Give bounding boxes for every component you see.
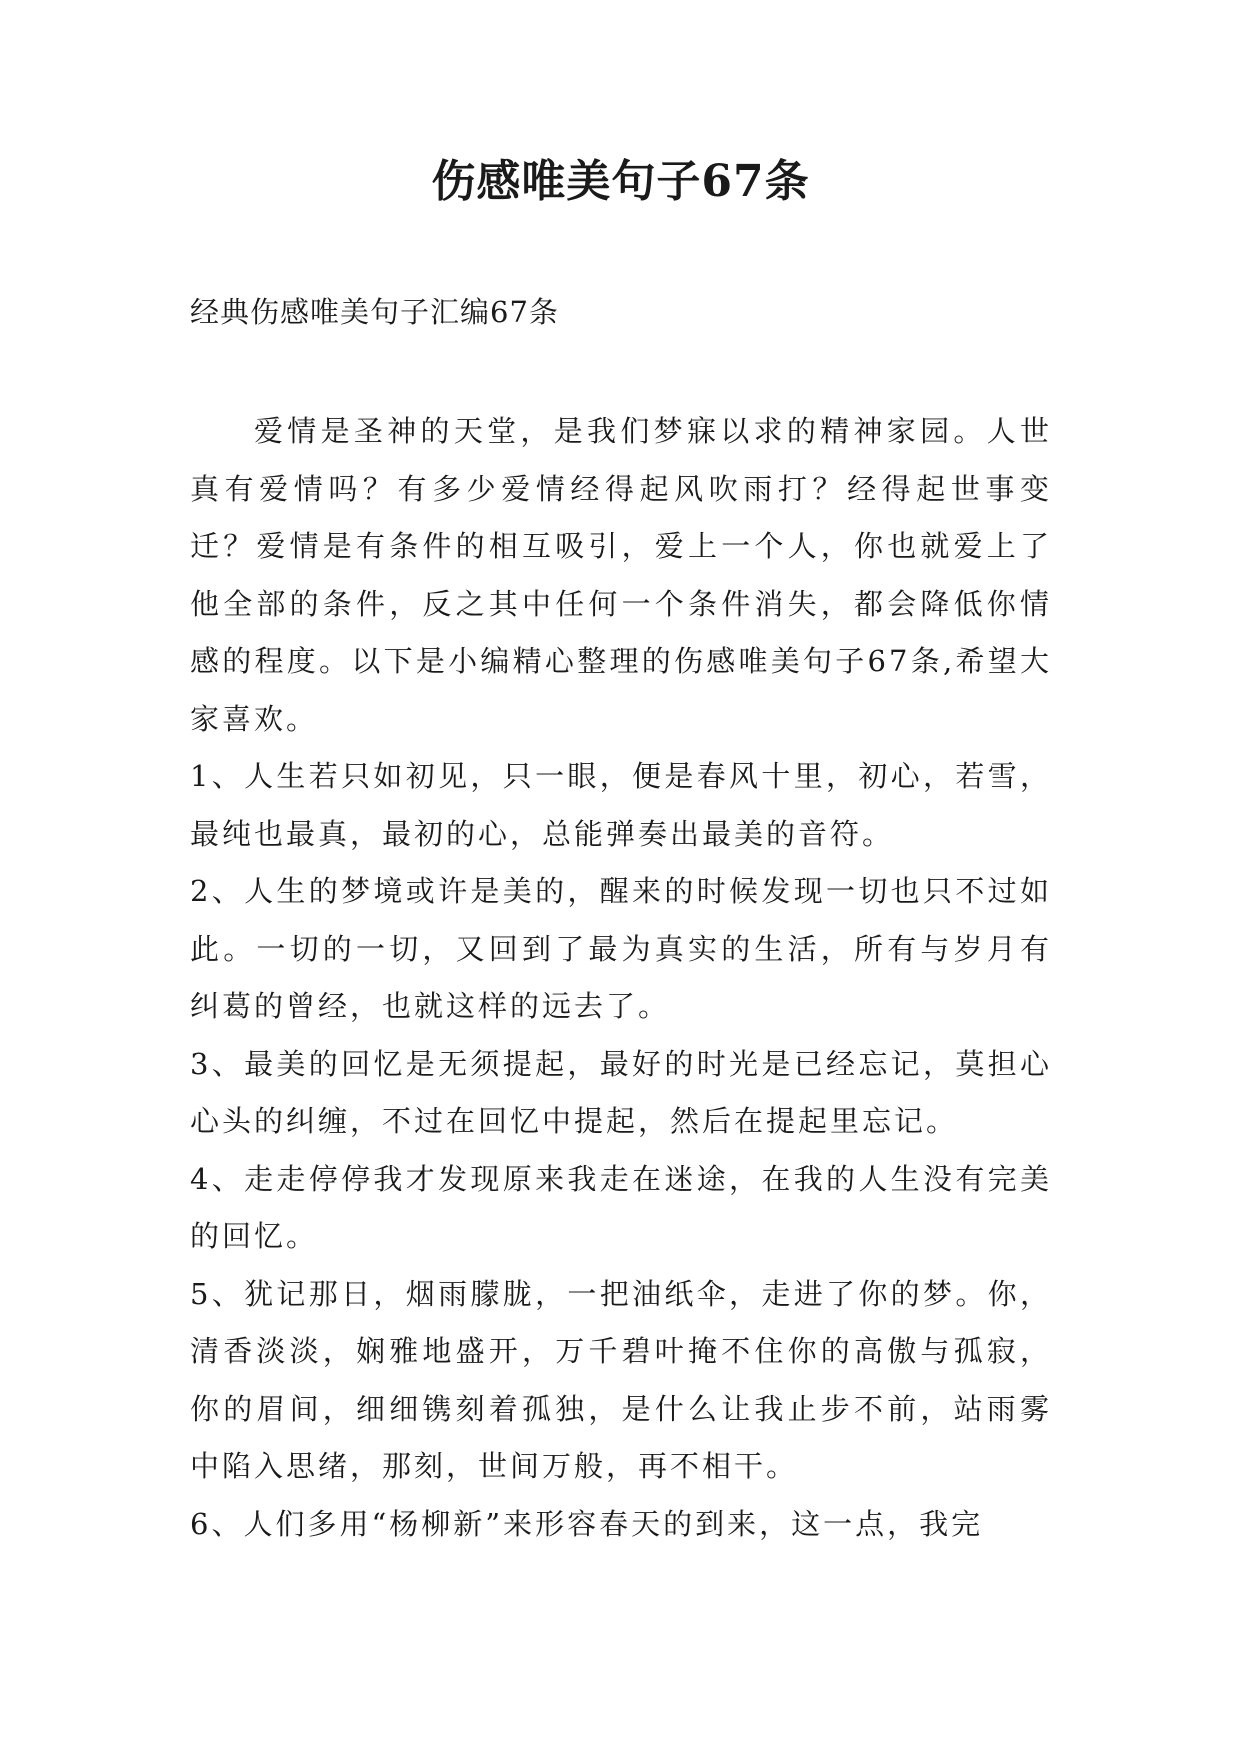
document-title: 伤感唯美句子67条 <box>431 156 810 207</box>
list-item: 5、犹记那日，烟雨朦胧，一把油纸伞，走进了你的梦。你，清香淡淡，娴雅地盛开，万千碧叶掩不住你的高傲与孤寂，你的眉间，细细镌刻着孤独，是什么让我止步不前，站雨雾中陷入思绪，那刻，世间万般，再不相干。 <box>190 1276 1052 1483</box>
document-subtitle: 经典伤感唯美句子汇编67条 <box>190 295 559 329</box>
list-item: 6、人们多用“杨柳新”来形容春天的到来，这一点，我完 <box>190 1506 984 1541</box>
document-body <box>190 403 1052 1553</box>
list-item: 1、人生若只如初见，只一眼，便是春风十里，初心，若雪，最纯也最真，最初的心，总能弹奏出最美的音符。 <box>190 759 1052 851</box>
list-item: 3、最美的回忆是无须提起，最好的时光是已经忘记，莫担心心头的纠缠，不过在回忆中提起，然后在提起里忘记。 <box>190 1046 1052 1138</box>
intro-paragraph: 爱情是圣神的天堂，是我们梦寐以求的精神家园。人世真有爱情吗？有多少爱情经得起风吹雨打？经得起世事变迁？爱情是有条件的相互吸引，爱上一个人，你也就爱上了他全部的条件，反之其中任何一个条件消失，都会降低你情感的程度。以下是小编精心整理的伤感唯美句子67条,希望大家喜欢。 <box>190 414 1052 736</box>
list-item: 4、走走停停我才发现原来我走在迷途，在我的人生没有完美的回忆。 <box>190 1161 1052 1253</box>
list-item: 2、人生的梦境或许是美的，醒来的时候发现一切也只不过如此。一切的一切，又回到了最为真实的生活，所有与岁月有纠葛的曾经，也就这样的远去了。 <box>190 874 1052 1023</box>
